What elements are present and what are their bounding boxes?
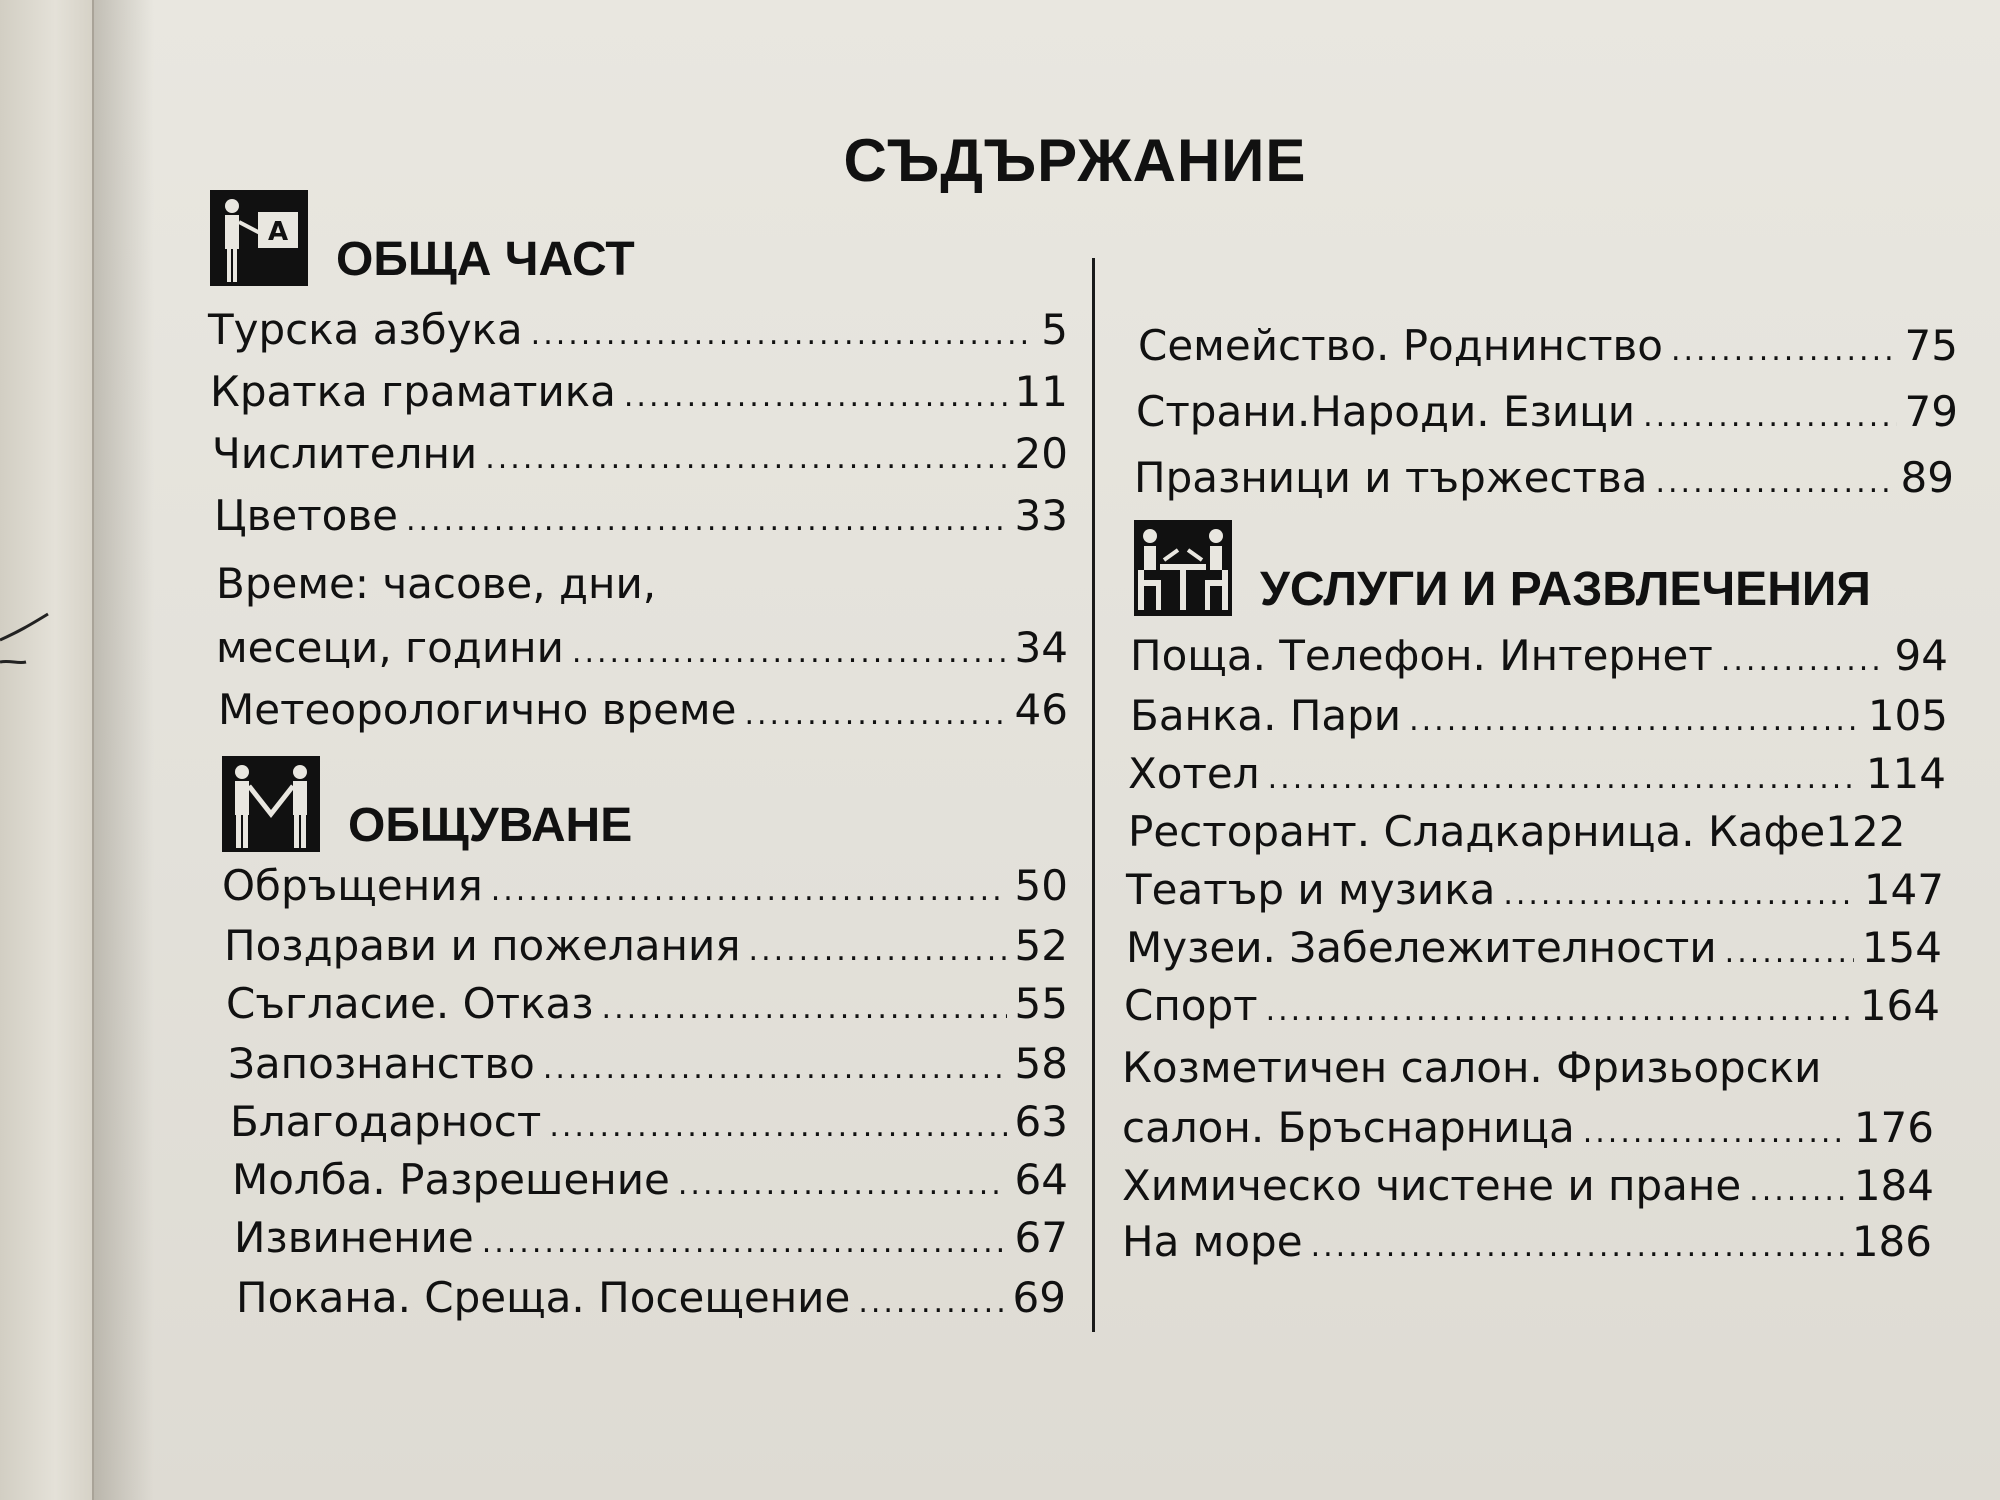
entry-title: Турска азбука [208, 305, 523, 354]
dot-leader [531, 307, 1034, 363]
entry-page: 147 [1863, 865, 1944, 914]
toc-entry [212, 426, 1068, 487]
entry-page: 11 [1014, 367, 1068, 416]
entry-page: 55 [1014, 979, 1068, 1028]
toc-entry [216, 620, 1068, 681]
dot-leader [1266, 983, 1852, 1039]
toc-entry [216, 556, 1068, 612]
section-general [210, 190, 635, 286]
entry-title: Театър и музика [1126, 865, 1496, 914]
entry-title: Музеи. Забележителности [1126, 923, 1717, 972]
toc-entry [1130, 688, 1948, 749]
dot-leader [543, 1041, 1007, 1097]
entry-title: Кратка граматика [210, 367, 616, 416]
entry-title: Банка. Пари [1130, 691, 1402, 740]
entry-page: 184 [1853, 1161, 1934, 1210]
entry-page: 64 [1014, 1155, 1068, 1204]
section-services [1134, 520, 1871, 616]
entry-page: 122 [1825, 807, 1906, 856]
restaurant-table-icon [1134, 520, 1232, 616]
people-greeting-icon [222, 756, 320, 852]
entry-title: Молба. Разрешение [232, 1155, 670, 1204]
entry-title: На море [1122, 1217, 1303, 1266]
toc-entry [234, 1210, 1068, 1271]
entry-title: Обръщения [222, 861, 483, 910]
toc-entry [208, 302, 1068, 363]
toc-entry [1122, 1100, 1934, 1161]
entry-title: Хотел [1128, 749, 1260, 798]
toc-entry [1136, 384, 1958, 445]
toc-entry [226, 976, 1068, 1037]
entry-page: 50 [1014, 861, 1068, 910]
page-gutter [94, 0, 154, 1500]
dot-leader [624, 369, 1007, 425]
toc-entry [1138, 318, 1958, 379]
entry-title: Съгласие. Отказ [226, 979, 594, 1028]
entry-title: Запознанство [228, 1039, 535, 1088]
toc-entry [232, 1152, 1068, 1213]
section-communication [222, 756, 632, 852]
entry-page: 154 [1861, 923, 1942, 972]
entry-title: Цветове [214, 491, 398, 540]
entry-page: 20 [1014, 429, 1068, 478]
entry-title: Благодарност [230, 1097, 542, 1146]
toc-entry [1134, 450, 1954, 511]
entry-page: 33 [1014, 491, 1068, 540]
page-title: СЪДЪРЖАНИЕ [843, 127, 1307, 194]
dot-leader [678, 1157, 1007, 1213]
entry-title: салон. Бръснарница [1122, 1103, 1575, 1152]
toc-entry [210, 364, 1068, 425]
dot-leader [1655, 455, 1892, 511]
dot-leader [491, 863, 1007, 919]
entry-title: Семейство. Роднинство [1138, 321, 1663, 370]
svg-text:A: A [267, 217, 289, 247]
entry-title: месеци, години [216, 623, 564, 672]
entry-title: Извинение [234, 1213, 474, 1262]
entry-page: 114 [1865, 749, 1946, 798]
entry-title: Поща. Телефон. Интернет [1130, 631, 1713, 680]
entry-page: 34 [1014, 623, 1068, 672]
toc-entry [228, 1036, 1068, 1097]
entry-title: Ресторант. Сладкарница. Кафе [1128, 807, 1826, 856]
entry-page: 58 [1014, 1039, 1068, 1088]
section-label: ОБЩУВАНЕ [348, 799, 633, 852]
toc-entry [214, 488, 1068, 549]
dot-leader [549, 1099, 1006, 1155]
toc-entry [1126, 920, 1942, 981]
toc-entry [218, 682, 1068, 743]
entry-page: 5 [1041, 305, 1068, 354]
dot-leader [1725, 925, 1854, 981]
toc-entry [222, 858, 1068, 919]
entry-page: 89 [1900, 453, 1954, 502]
entry-page: 164 [1859, 981, 1940, 1030]
toc-entry [1122, 1158, 1934, 1219]
section-label: УСЛУГИ И РАЗВЛЕЧЕНИЯ [1260, 563, 1871, 616]
dot-leader [1583, 1105, 1846, 1161]
dot-leader [1749, 1163, 1846, 1219]
toc-entry [1122, 1040, 1940, 1096]
entry-page: 105 [1867, 691, 1948, 740]
entry-title: Празници и тържества [1134, 453, 1648, 502]
entry-title: Покана. Среща. Посещение [236, 1273, 851, 1322]
entry-page: 46 [1014, 685, 1068, 734]
entry-page: 79 [1904, 387, 1958, 436]
toc-entry [236, 1270, 1066, 1331]
dot-leader [1503, 867, 1856, 923]
dot-leader [1409, 693, 1860, 749]
column-divider [1092, 258, 1095, 1332]
entry-title: Време: часове, дни, [216, 559, 657, 608]
dot-leader [1721, 633, 1887, 689]
dot-leader [858, 1275, 1004, 1331]
toc-entry [1130, 628, 1948, 689]
dot-leader [602, 981, 1007, 1037]
dot-leader [1643, 389, 1896, 445]
dot-leader [1311, 1219, 1844, 1275]
dot-leader [1671, 323, 1897, 379]
section-label: ОБЩА ЧАСТ [336, 233, 635, 286]
entry-title: Козметичен салон. Фризьорски [1122, 1043, 1822, 1092]
toc-entry [1128, 804, 1946, 860]
entry-page: 63 [1014, 1097, 1068, 1146]
dot-leader [744, 687, 1006, 743]
toc-entry [224, 918, 1068, 979]
entry-title: Спорт [1124, 981, 1258, 1030]
toc-entry [1124, 978, 1940, 1039]
dot-leader [485, 431, 1006, 487]
dot-leader [406, 493, 1007, 549]
entry-page: 69 [1012, 1273, 1066, 1322]
entry-page: 176 [1853, 1103, 1934, 1152]
entry-page: 75 [1904, 321, 1958, 370]
pen-mark-icon [0, 600, 80, 680]
entry-page: 52 [1014, 921, 1068, 970]
toc-entry [1126, 862, 1944, 923]
teacher-board-icon [210, 190, 308, 286]
entry-page: 94 [1894, 631, 1948, 680]
dot-leader [749, 923, 1007, 979]
toc-entry [230, 1094, 1068, 1155]
entry-title: Химическо чистене и пране [1122, 1161, 1742, 1210]
dot-leader [572, 625, 1007, 681]
dot-leader [482, 1215, 1007, 1271]
entry-page: 186 [1851, 1217, 1932, 1266]
entry-title: Страни.Народи. Езици [1136, 387, 1636, 436]
dot-leader [1268, 751, 1858, 807]
previous-page-edge [0, 0, 94, 1500]
entry-title: Числителни [212, 429, 478, 478]
toc-entry [1122, 1214, 1932, 1275]
entry-title: Метеорологично време [218, 685, 737, 734]
toc-entry [1128, 746, 1946, 807]
entry-page: 67 [1014, 1213, 1068, 1262]
entry-title: Поздрави и пожелания [224, 921, 741, 970]
